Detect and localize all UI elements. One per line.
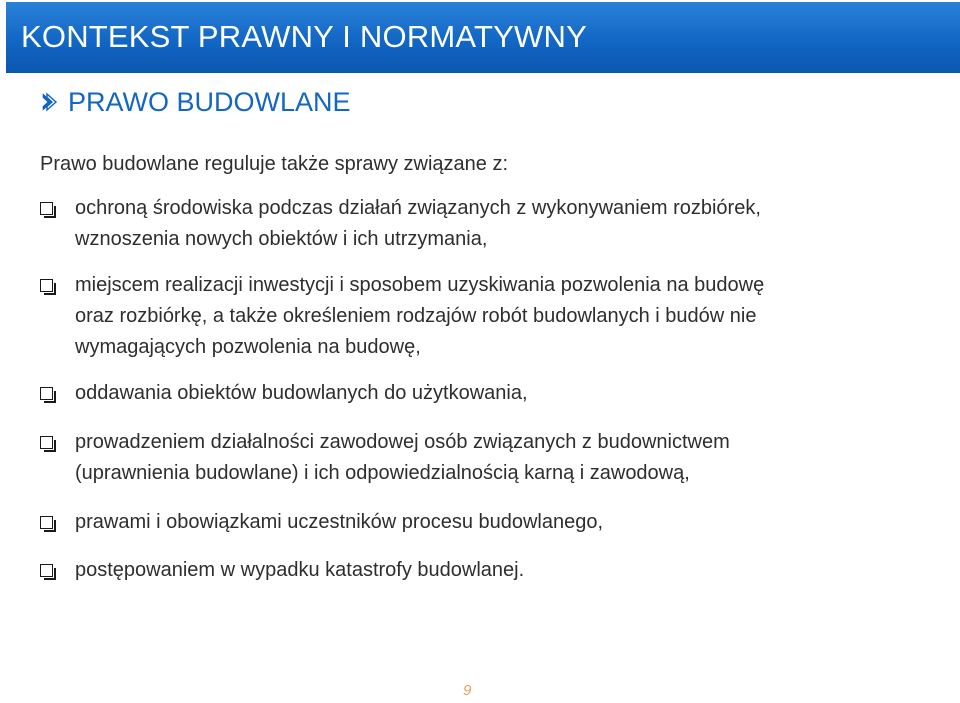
list-item-text: prawami i obowiązkami uczestników procesu budowlanego, <box>75 511 604 533</box>
list-item-text: oddawania obiektów budowlanych do użytkowania, <box>75 382 528 404</box>
checkbox-icon <box>40 564 53 577</box>
list-item-text: ochroną środowiska podczas działań związanych z wykonywaniem rozbiórek, wznoszenia nowych obiektów i ich utrzymania, <box>75 197 761 250</box>
section-heading-text: PRAWO BUDOWLANE <box>68 86 351 117</box>
list-item-text: postępowaniem w wypadku katastrofy budowlanej. <box>75 559 525 581</box>
page-number: 9 <box>463 682 472 699</box>
list-item <box>40 193 940 255</box>
checkbox-icon <box>40 202 53 215</box>
checkbox-icon <box>40 279 53 292</box>
list-item <box>40 270 940 363</box>
list-item-text: prowadzeniem działalności zawodowej osób związanych z budownictwem (uprawnienia budowlane) i ich odpowiedzialnością karną i zawodową, <box>75 431 730 484</box>
checkbox-icon <box>40 436 53 449</box>
list-item <box>40 427 940 489</box>
checkbox-icon <box>40 387 53 400</box>
slide-title: KONTEKST PRAWNY I NORMATYWNY <box>21 19 587 54</box>
intro-text: Prawo budowlane reguluje także sprawy związane z: <box>40 153 509 175</box>
list-item <box>40 378 940 409</box>
section-heading <box>38 84 351 120</box>
arrow-bullet-icon <box>38 91 60 113</box>
title-bar <box>6 2 960 73</box>
list-item-text: miejscem realizacji inwestycji i sposobem uzyskiwania pozwolenia na budowę oraz rozbiórkę, a także określeniem rodzajów robót budowlanych i budów nie wymagających pozwolenia na budowę, <box>75 274 765 358</box>
checkbox-icon <box>40 516 53 529</box>
list-item <box>40 507 940 538</box>
list-item <box>40 555 940 586</box>
